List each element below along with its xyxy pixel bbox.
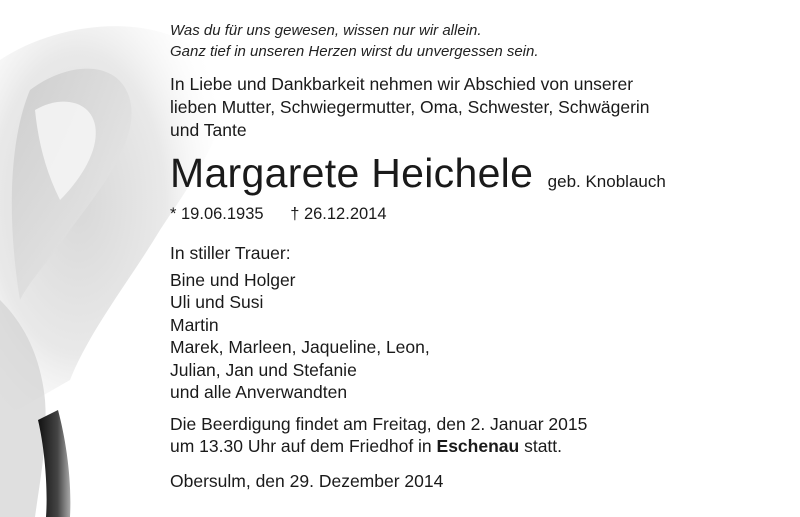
intro-text	[170, 73, 650, 142]
funeral-place: Eschenau	[436, 436, 520, 456]
mourners-heading: In stiller Trauer:	[170, 243, 291, 263]
intro-line-1: In Liebe und Dankbarkeit nehmen wir Abschied von unserer	[170, 74, 634, 94]
mourners-list	[170, 242, 430, 404]
funeral-time-text: um 13.30 Uhr auf dem Friedhof in	[170, 436, 437, 456]
motto-line-2: Ganz tief in unseren Herzen wirst du unvergessen sein.	[170, 43, 539, 60]
mourner-entry: und alle Anverwandten	[170, 382, 348, 402]
mourner-entry: Uli und Susi	[170, 292, 264, 312]
intro-line-3: und Tante	[170, 120, 247, 140]
deceased-name-line	[170, 150, 666, 197]
mourner-entry: Bine und Holger	[170, 269, 296, 290]
funeral-line-1: Die Beerdigung findet am Freitag, den 2. Januar 2015	[170, 414, 588, 434]
birth-date: * 19.06.1935	[170, 205, 264, 223]
funeral-info	[170, 413, 587, 457]
place-and-date: Obersulm, den 29. Dezember 2014	[170, 471, 444, 491]
deceased-name: Margarete Heichele	[170, 150, 534, 196]
motto-verse	[170, 20, 539, 62]
maiden-name: geb. Knoblauch	[547, 172, 666, 191]
motto-line-1: Was du für uns gewesen, wissen nur wir allein.	[170, 22, 482, 39]
mourner-entry: Julian, Jan und Stefanie	[170, 359, 357, 380]
death-date: † 26.12.2014	[290, 205, 387, 223]
funeral-suffix: statt.	[519, 436, 563, 456]
intro-line-2: lieben Mutter, Schwiegermutter, Oma, Schwester, Schwägerin	[170, 97, 650, 117]
mourner-entry: Marek, Marleen, Jaqueline, Leon,	[170, 337, 430, 357]
mourner-entry: Martin	[170, 314, 219, 335]
life-dates	[170, 205, 387, 224]
funeral-line-2	[170, 435, 587, 457]
